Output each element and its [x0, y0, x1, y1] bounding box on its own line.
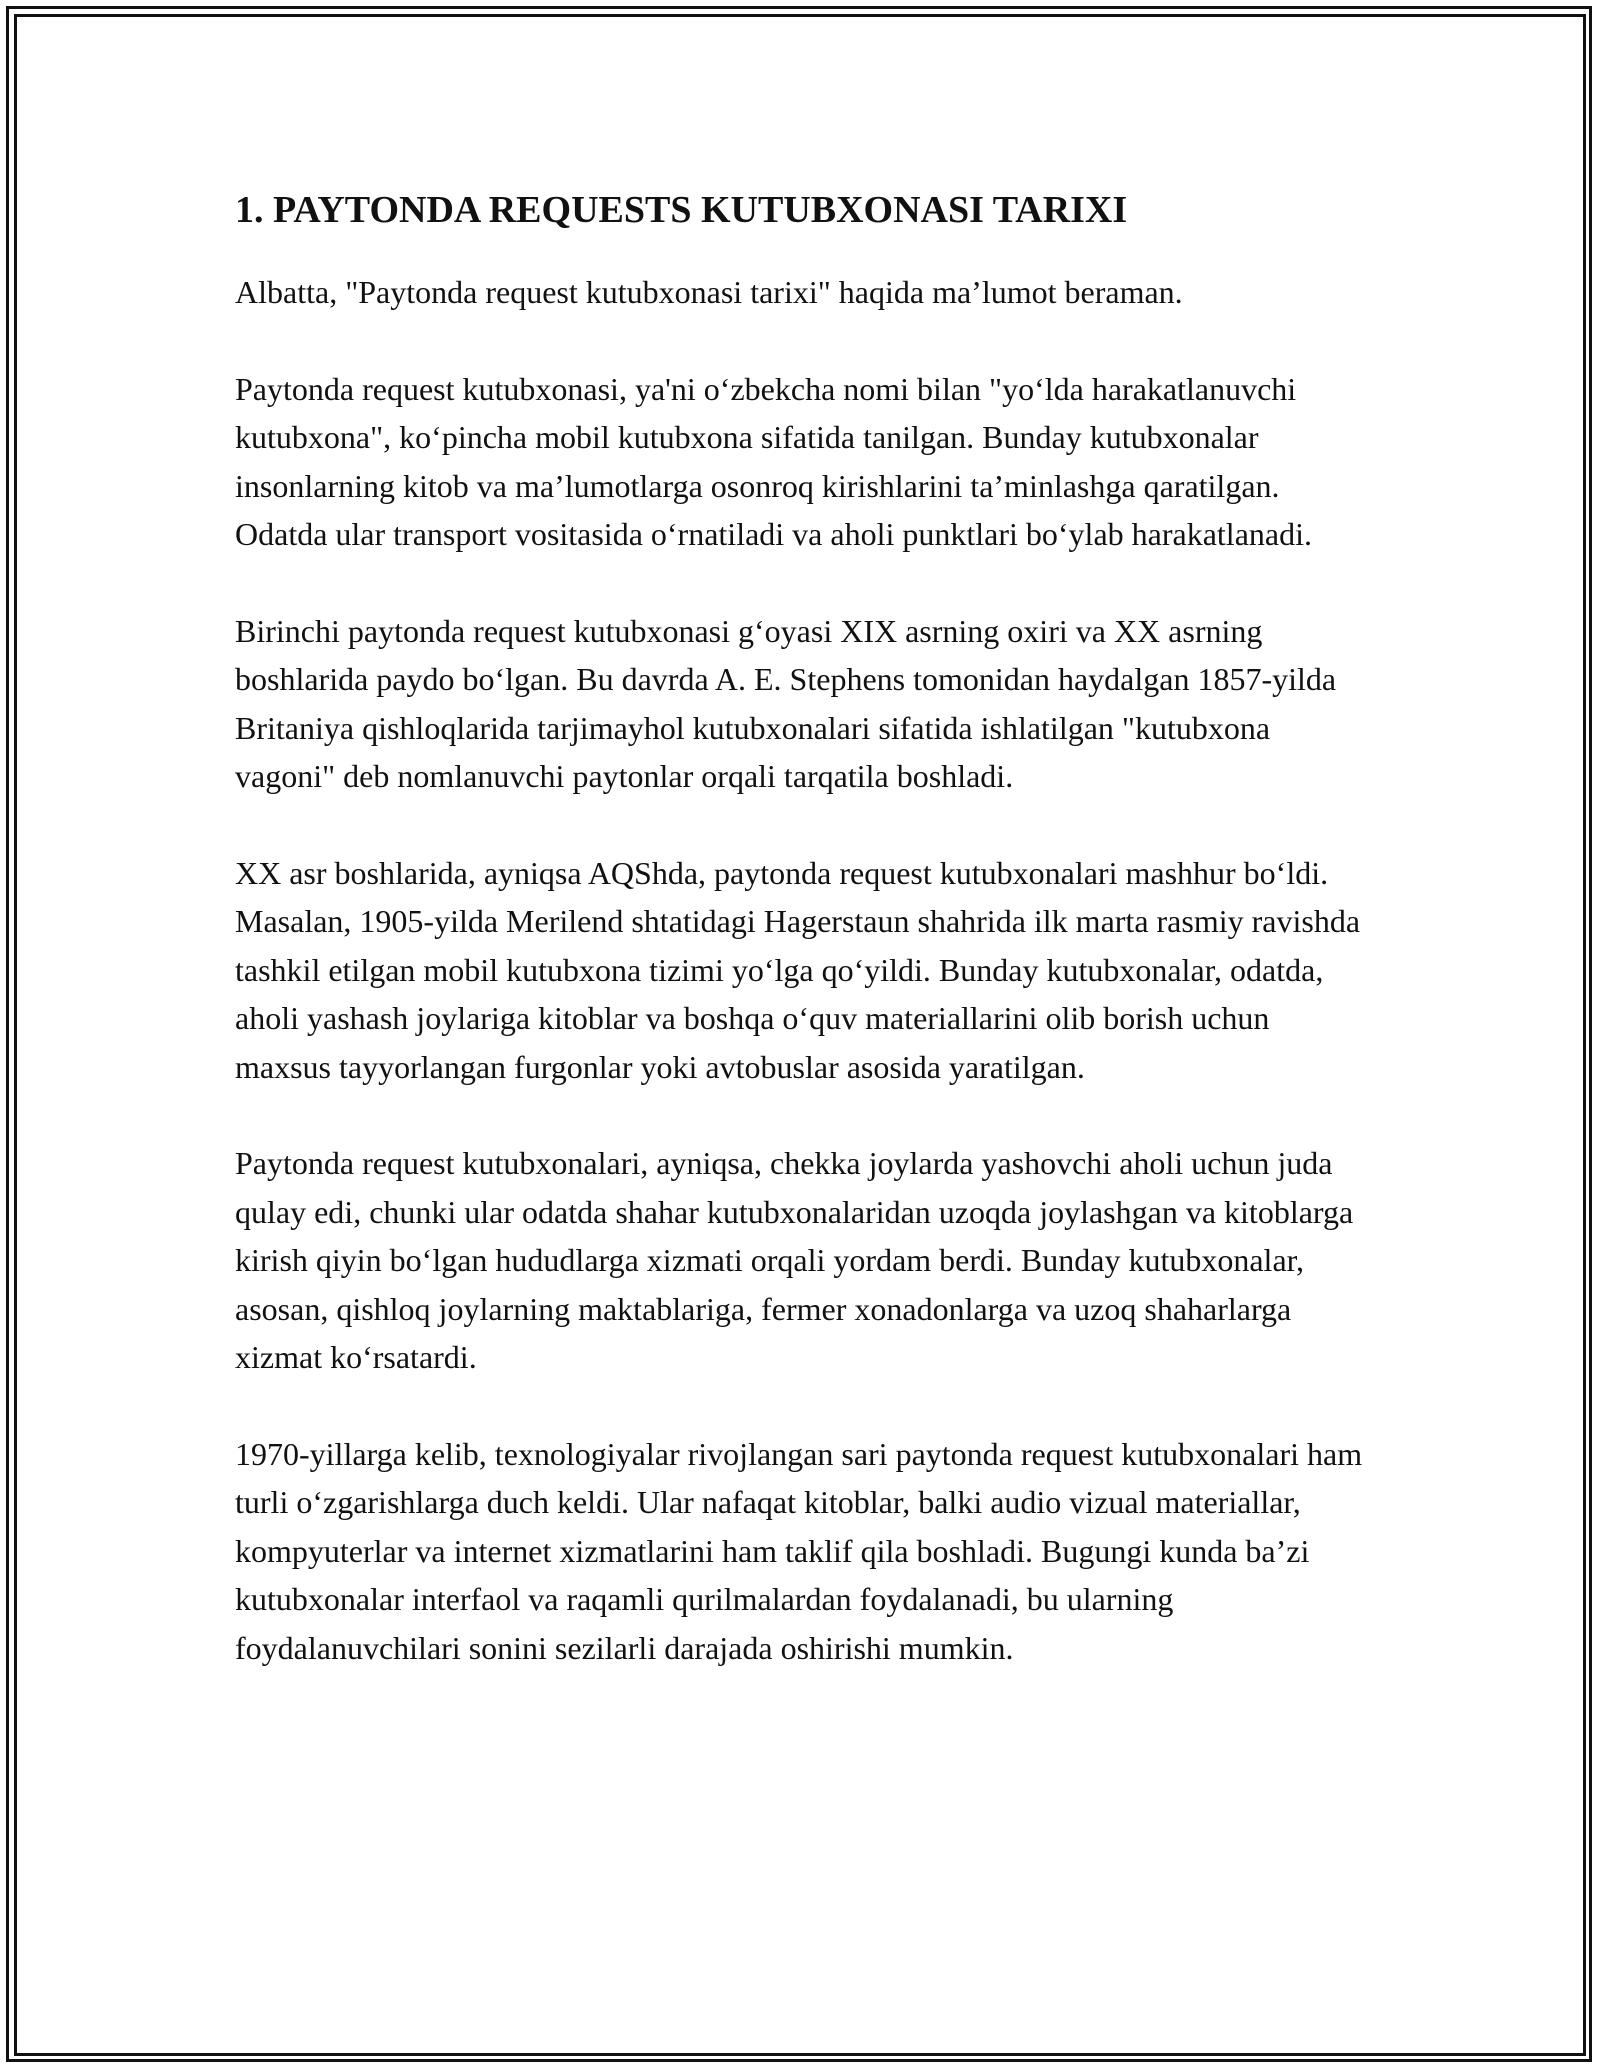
document-body [235, 188, 1365, 1720]
paragraph-intro: Albatta, "Paytonda request kutubxonasi tarixi" haqida ma’lumot beraman. [235, 274, 1183, 310]
document-title: 1. PAYTONDA REQUESTS KUTUBXONASI TARIXI [235, 189, 1128, 231]
paragraph-rural: Paytonda request kutubxonalari, ayniqsa, chekka joylarda yashovchi aholi uchun juda qulay edi, chunki ular odatda shahar kutubxonalaridan uzoqda joylashgan va kitoblarga kirish qiyin bo‘lgan hududlarga xizmati orqali yordam berdi. Bunday kutubxonalar, asosan, qishloq joylarning maktablariga, fermer xonadonlarga va uzoq shaharlarga xizmat ko‘rsatardi. [235, 1145, 1354, 1375]
paragraph-definition: Paytonda request kutubxonasi, ya'ni o‘zbekcha nomi bilan "yo‘lda harakatlanuvchi kutubxona", ko‘pincha mobil kutubxona sifatida tanilgan. Bunday kutubxonalar insonlarning kitob va ma’lumotlarga osonroq kirishlarini ta’minlashga qaratilgan. Odatda ular transport vositasida o‘rnatiladi va aholi punktlari bo‘ylab harakatlanadi. [235, 370, 1312, 552]
paragraph-origins: Birinchi paytonda request kutubxonasi g‘oyasi XIX asrning oxiri va XX asrning boshlarida paydo bo‘lgan. Bu davrda A. E. Stephens tomonidan haydalgan 1857-yilda Britaniya qishloqlarida tarjimayhol kutubxonalari sifatida ishlatilgan "kutubxona vagoni" deb nomlanuvchi paytonlar orqali tarqatila boshladi. [235, 612, 1337, 794]
paragraph-usa: XX asr boshlarida, ayniqsa AQShda, paytonda request kutubxonalari mashhur bo‘ldi. Masalan, 1905-yilda Merilend shtatidagi Hagerstaun shahrida ilk marta rasmiy ravishda tashkil etilgan mobil kutubxona tizimi yo‘lga qo‘yildi. Bunday kutubxonalar, odatda, aholi yashash joylariga kitoblar va boshqa o‘quv materiallarini olib borish uchun maxsus tayyorlangan furgonlar yoki avtobuslar asosida yaratilgan. [235, 854, 1361, 1085]
paragraph-technology: 1970-yillarga kelib, texnologiyalar rivojlangan sari paytonda request kutubxonalari ham turli o‘zgarishlarga duch keldi. Ular nafaqat kitoblar, balki audio vizual materiallar, kompyuterlar va internet xizmatlarini ham taklif qila boshladi. Bugungi kunda ba’zi kutubxonalar interfaol va raqamli qurilmalardan foydalanadi, bu ularning foydalanuvchilari sonini sezilarli darajada oshirishi mumkin. [235, 1435, 1363, 1666]
